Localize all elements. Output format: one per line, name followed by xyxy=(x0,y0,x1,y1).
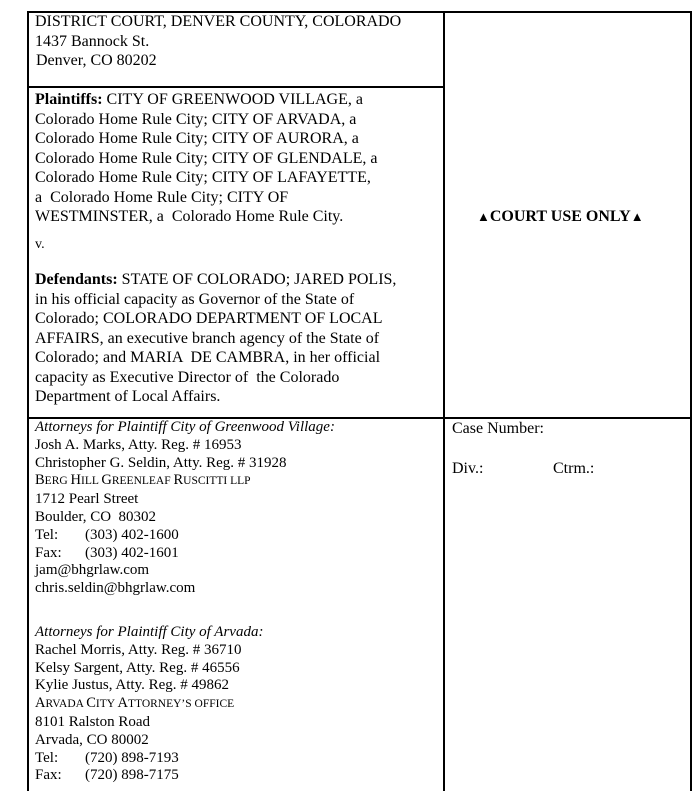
court-use-only-label: ▲COURT USE ONLY▲ xyxy=(477,208,644,225)
div-ctrm-line xyxy=(452,459,594,479)
table-border-left xyxy=(27,11,29,791)
parties-block xyxy=(35,90,396,407)
attorney-group-greenwood-village xyxy=(35,419,335,598)
fax-line: Fax: (303) 402-1601 xyxy=(35,544,179,561)
attorney-group-arvada xyxy=(35,624,335,785)
table-border-right xyxy=(690,11,692,791)
defendants-line-1: in his official capacity as Governor of the State of xyxy=(35,290,355,308)
attorney-line: Kelsy Sargent, Atty. Reg. # 46556 xyxy=(35,659,240,676)
defendants-label: Defendants: xyxy=(35,271,118,288)
firm-address-line: Arvada, CO 80002 xyxy=(35,731,149,748)
plaintiffs-line-4: Colorado Home Rule City; CITY OF LAFAYETTE, xyxy=(35,169,371,186)
court-block xyxy=(35,12,401,71)
attorney-line: Josh A. Marks, Atty. Reg. # 16953 xyxy=(35,436,242,453)
triangle-up-icon: ▲ xyxy=(630,209,644,224)
versus: v. xyxy=(35,236,45,252)
firm-address-line: Boulder, CO 80302 xyxy=(35,508,157,525)
fax-line: Fax: (720) 898-7175 xyxy=(35,767,179,784)
email-link[interactable]: jam@bhgrlaw.com xyxy=(35,562,150,579)
case-info-block xyxy=(452,419,594,478)
defendants-line-4: Colorado; and MARIA DE CAMBRA, in her official xyxy=(35,349,381,366)
attorney-line: Rachel Morris, Atty. Reg. # 36710 xyxy=(35,641,242,658)
case-number-label: Case Number: xyxy=(452,420,544,437)
attorney-line: Kylie Justus, Atty. Reg. # 49862 xyxy=(35,677,230,694)
defendants-line-3: AFFAIRS, an executive branch agency of the State of xyxy=(35,329,380,347)
plaintiffs-line-6: WESTMINSTER, a Colorado Home Rule City. xyxy=(35,208,344,225)
firm-name: BERG HILL GREENLEAF RUSCITTI LLP xyxy=(35,472,251,489)
court-name: DISTRICT COURT, DENVER COUNTY, COLORADO xyxy=(35,13,402,30)
table-border-middle xyxy=(443,11,445,791)
div-label: Div.: xyxy=(452,459,484,477)
ctrm-label: Ctrm.: xyxy=(553,459,595,477)
court-caption-divider xyxy=(27,86,444,88)
attorney-heading: Attorneys for Plaintiff City of Arvada: xyxy=(35,623,264,640)
plaintiffs-line-2: Colorado Home Rule City; CITY OF AURORA, a xyxy=(35,130,359,147)
plaintiffs-line-5: a Colorado Home Rule City; CITY OF xyxy=(35,188,289,206)
defendants-line-0: Defendants: STATE OF COLORADO; JARED POLIS, xyxy=(35,271,397,288)
firm-address-line: 1712 Pearl Street xyxy=(35,491,139,508)
triangle-up-icon: ▲ xyxy=(477,209,490,224)
plaintiffs-line-0: Plaintiffs: CITY OF GREENWOOD VILLAGE, a xyxy=(35,91,363,108)
attorney-line: Christopher G. Seldin, Atty. Reg. # 31928 xyxy=(35,454,287,471)
plaintiffs-line-3: Colorado Home Rule City; CITY OF GLENDALE, a xyxy=(35,149,378,167)
tel-line: Tel: (303) 402-1600 xyxy=(35,526,179,543)
court-address-line1: 1437 Bannock St. xyxy=(35,32,150,50)
caption-table xyxy=(27,11,692,791)
firm-name: ARVADA CITY ATTORNEY’S OFFICE xyxy=(35,695,235,712)
plaintiffs-label: Plaintiffs: xyxy=(35,91,103,108)
attorney-heading: Attorneys for Plaintiff City of Greenwood Village: xyxy=(35,419,335,435)
tel-line: Tel: (720) 898-7193 xyxy=(35,749,179,766)
email-link[interactable]: chris.seldin@bhgrlaw.com xyxy=(35,580,196,597)
plaintiffs-line-1: Colorado Home Rule City; CITY OF ARVADA, a xyxy=(35,110,357,128)
defendants-line-5: capacity as Executive Director of the Colorado xyxy=(35,368,340,386)
defendants-line-6: Department of Local Affairs. xyxy=(35,388,221,405)
attorneys-block xyxy=(35,419,335,785)
firm-address-line: 8101 Ralston Road xyxy=(35,713,150,730)
defendants-line-2: Colorado; COLORADO DEPARTMENT OF LOCAL xyxy=(35,310,383,327)
court-address-line2: Denver, CO 80202 xyxy=(36,52,157,69)
